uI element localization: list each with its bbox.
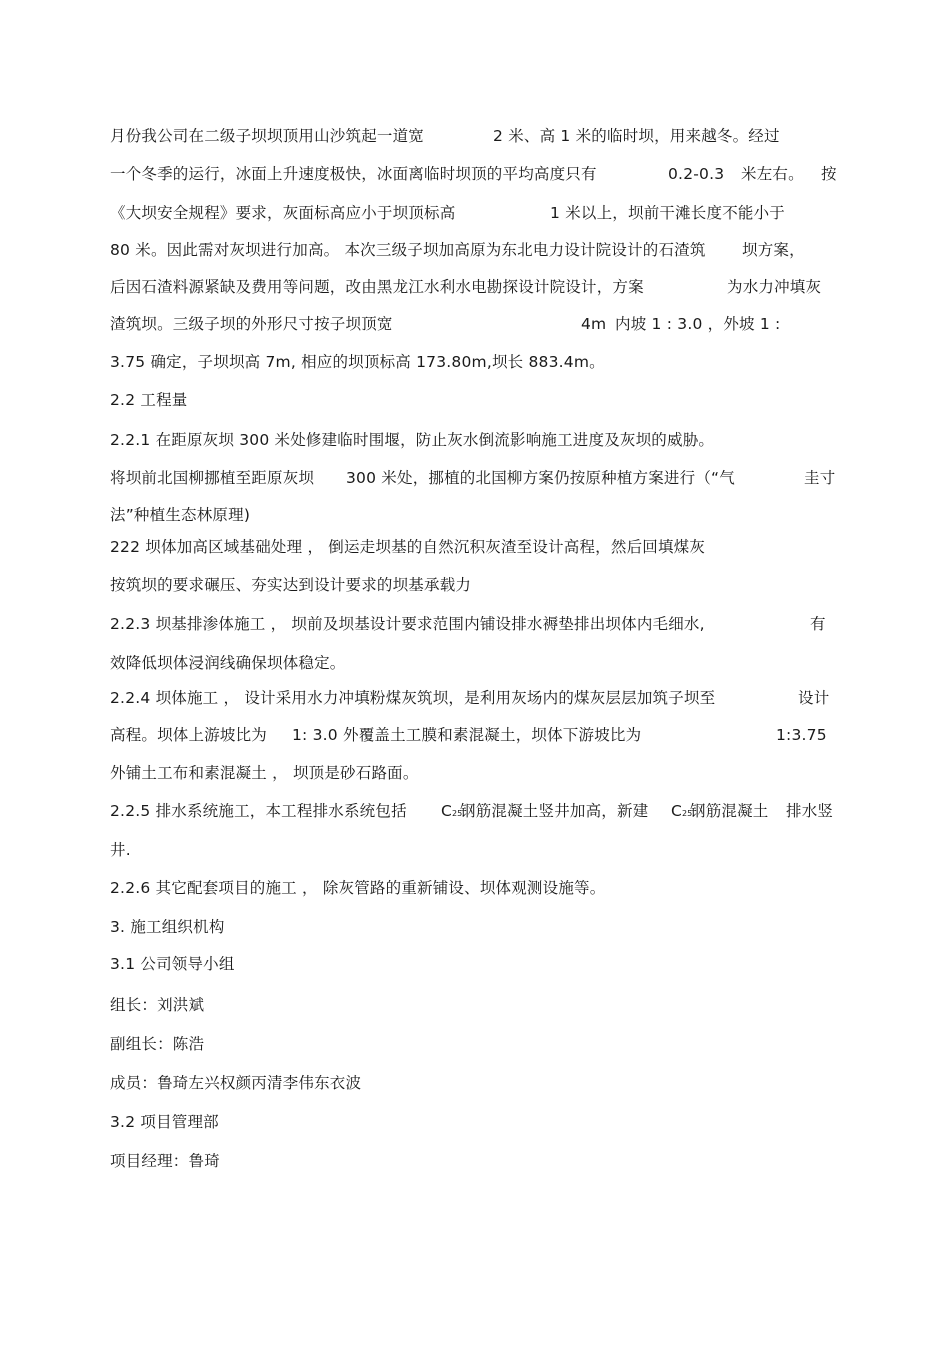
text-seg: 一个冬季的运行，冰面上升速度极快，冰面离临时坝顶的平均高度只有 [110,165,597,183]
text-seg: 月份我公司在二级子坝坝顶用山沙筑起一道宽 [110,127,425,145]
text-seg: 2.2.6 其它配套项目的施工 ， 除灰管路的重新铺设、坝体观测设施等。 [110,879,606,897]
text-seg: 按筑坝的要求碾压、夯实达到设计要求的坝基承载力 [110,576,472,594]
text-seg: 80 米。因此需对灰坝进行加高。 本次三级子坝加高原为东北电力设计院设计的石渣筑 [110,241,706,259]
text-seg: 后因石渣料源紧缺及费用等问题，改由黑龙江水利水电勘探设计院设计，方案 [110,278,644,296]
text-seg: 3.75 确定，子坝坝高 7m, 相应的坝顶标高 173.80m,坝长 883.4m。 [110,353,605,371]
text-seg: 25 [452,809,463,818]
text-seg: 内坡 1 : 3.0 ，外坡 1 : [615,315,781,333]
text-seg: 有 [810,615,826,633]
text-seg: 为水力冲填灰 [727,278,822,296]
text-seg: 1 米以上，坝前干滩长度不能小于 [550,204,785,222]
text-seg: 2.2.1 在距原灰坝 300 米处修建临时围堰，防止灰水倒流影响施工进度及灰坝的威胁。 [110,431,715,449]
text-seg: 钢筋混凝土竖井加高，新建 [460,802,649,820]
text-seg: 钢筋混凝土 [690,802,769,820]
text-seg: 副组长：陈浩 [110,1035,205,1053]
text-seg: 高程。坝体上游坡比为 [110,726,268,744]
text-seg: 按 [821,165,837,183]
text-seg: 2.2.5 排水系统施工，本工程排水系统包括 [110,802,407,820]
text-seg: 3.2 项目管理部 [110,1113,219,1131]
text-seg: 300 米处，挪植的北国柳方案仍按原种植方案进行（“气 [346,469,735,487]
text-seg: 渣筑坝。三级子坝的外形尺寸按子坝顶宽 [110,315,393,333]
text-seg: C [441,802,453,820]
text-seg: 0.2-0.3 [668,165,725,183]
text-seg: 3. 施工组织机构 [110,918,225,936]
text-seg: 将坝前北国柳挪植至距原灰坝 [110,469,315,487]
text-seg: 2 米、高 1 米的临时坝，用来越冬。经过 [493,127,780,145]
text-seg: 井. [110,841,131,859]
text-seg: 成员：鲁琦左兴权颜丙清李伟东衣波 [110,1074,362,1092]
text-seg: 米左右。 [741,165,804,183]
text-seg: 3.1 公司领导小组 [110,955,235,973]
text-seg: 2.2.4 坝体施工 ， 设计采用水力冲填粉煤灰筑坝，是利用灰场内的煤灰层层加筑子坝至 [110,689,716,707]
text-seg: 项目经理：鲁琦 [110,1152,220,1170]
text-seg: 1: 3.0 外覆盖土工膜和素混凝土，坝体下游坡比为 [292,726,642,744]
text-seg: 外铺土工布和素混凝土 ， 坝顶是砂石路面。 [110,764,419,782]
text-seg: 2.2 工程量 [110,391,188,409]
text-seg: 设计 [798,689,830,707]
text-seg: 25 [682,809,693,818]
text-seg: 1:3.75 [776,726,827,744]
text-seg: 法”种植生态林原理) [110,506,251,524]
text-seg: 222 坝体加高区域基础处理 ， 倒运走坝基的自然沉积灰渣至设计高程，然后回填煤灰 [110,538,706,556]
text-seg: 4m [581,315,607,333]
text-seg: 排水竖 [786,802,834,820]
text-seg: 《大坝安全规程》要求，灰面标高应小于坝顶标高 [110,204,456,222]
text-seg: C [671,802,683,820]
text-seg: 圭寸 [804,469,836,487]
text-seg: 2.2.3 坝基排渗体施工 ， 坝前及坝基设计要求范围内铺设排水褥垫排出坝体内毛细水, [110,615,705,633]
text-seg: 组长：刘洪斌 [110,996,205,1014]
text-seg: 坝方案， [742,241,805,259]
text-seg: 效降低坝体浸润线确保坝体稳定。 [110,654,346,672]
